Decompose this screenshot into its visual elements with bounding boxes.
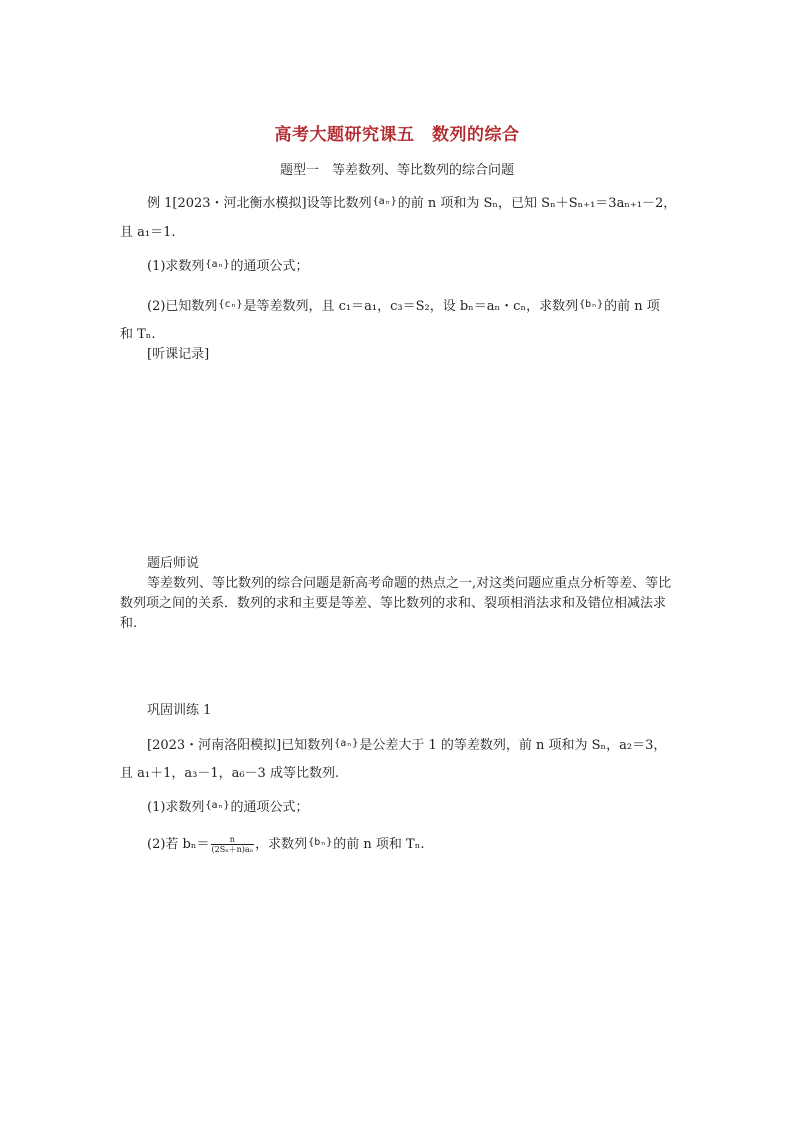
pq2-text-b: ，求数列 [255, 837, 308, 852]
page-title: 高考大题研究课五 数列的综合 [274, 125, 520, 145]
practice-question1 [147, 797, 309, 817]
practice-line1 [147, 735, 666, 755]
example1-question2-line2: 和 Tₙ. [120, 327, 156, 342]
sequence-a-symbol: {aₙ} [205, 800, 230, 811]
pq2-text-a: (2)若 bₙ＝ [147, 837, 210, 852]
practice-text-a: [2023・河南洛阳模拟]已知数列 [147, 738, 334, 753]
sequence-b-symbol: {bₙ} [579, 299, 604, 310]
practice-text-b: 是公差大于 1 的等差数列，前 n 项和为 Sₙ，a₂＝3， [359, 738, 667, 753]
pq2-text-c: 的前 n 项和 Tₙ. [333, 837, 425, 852]
practice-question2 [147, 834, 424, 854]
fraction-denominator: (2Sₙ＋n)aₙ [211, 845, 254, 854]
q1-text-b: 的通项公式； [230, 259, 309, 274]
fraction [211, 835, 255, 854]
practice-heading: 巩固训练 1 [147, 703, 212, 718]
example1-line2: 且 a₁＝1. [120, 225, 176, 240]
example1-text-b: 的前 n 项和为 Sₙ，已知 Sₙ＋Sₙ₊₁＝3aₙ₊₁－2， [397, 196, 677, 211]
q2-text-a: (2)已知数列 [147, 299, 218, 314]
example1-text-a: 例 1[2023・河北衡水模拟]设等比数列 [147, 196, 372, 211]
sequence-c-symbol: {cₙ} [218, 299, 243, 310]
sequence-a-symbol: {aₙ} [205, 259, 230, 270]
q1-text-a: (1)求数列 [147, 259, 205, 274]
q2-text-c: 的前 n 项 [604, 299, 660, 314]
teacher-heading: 题后师说 [147, 556, 200, 571]
example1-question2 [147, 296, 660, 316]
q2-text-b: 是等差数列，且 c₁＝a₁，c₃＝S₂，设 bₙ＝aₙ・cₙ，求数列 [243, 299, 579, 314]
section-subtitle: 题型一 等差数列、等比数列的综合问题 [279, 163, 514, 178]
pq1-text-b: 的通项公式； [230, 800, 309, 815]
fraction-numerator: n [229, 835, 235, 844]
pq1-text-a: (1)求数列 [147, 800, 205, 815]
sequence-b-symbol: {bₙ} [308, 837, 333, 848]
practice-line2: 且 a₁＋1，a₃－1，a₆－3 成等比数列. [120, 766, 340, 781]
sequence-a-symbol: {aₙ} [334, 738, 359, 749]
example1-line1 [147, 193, 676, 213]
notes-label: [听课记录] [147, 347, 210, 362]
teacher-body: 等差数列、等比数列的综合问题是新高考命题的热点之一,对这类问题应重点分析等差、等比数列项之间的关系．数列的求和主要是等差、等比数列的求和、裂项相消法求和及错位相减法求和. [120, 576, 672, 631]
sequence-a-symbol: {aₙ} [372, 196, 397, 207]
example1-question1 [147, 256, 309, 276]
